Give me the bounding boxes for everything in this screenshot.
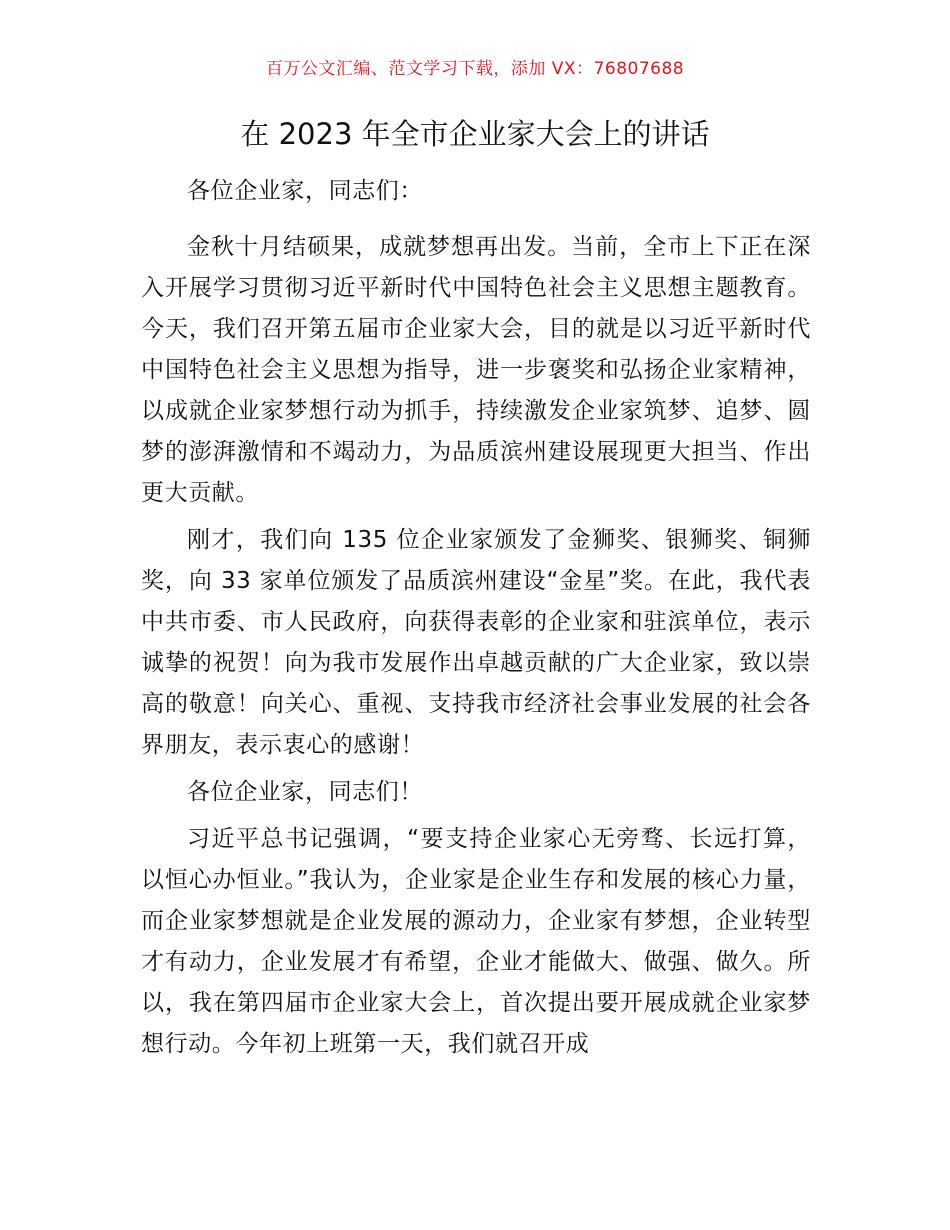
paragraph: 金秋十月结硕果，成就梦想再出发。当前，全市上下正在深入开展学习贯彻习近平新时代中国特色社会主义思想主题教育。今天，我们召开第五届市企业家大会，目的就是以习近平新时代中国特色社会主义思想为指导，进一步褒奖和弘扬企业家精神，以成就企业家梦想行动为抓手，持续激发企业家筑梦、追梦、圆梦的澎湃激情和不竭动力，为品质滨州建设展现更大担当、作出更大贡献。 — [141, 234, 811, 506]
paragraph-salutation-2: 各位企业家，同志们！ — [187, 779, 423, 805]
paragraph: 刚才，我们向 135 位企业家颁发了金狮奖、银狮奖、铜狮奖，向 33 家单位颁发了品质滨州建设“金星”奖。在此，我代表中共市委、市人民政府，向获得表彰的企业家和驻滨单位，表示诚挚的祝贺！向为我市发展作出卓越贡献的广大企业家，致以崇高的敬意！向关心、重视、支持我市经济社会事业发展的社会各界朋友，表示衷心的感谢！ — [141, 527, 811, 758]
paragraph-salutation: 各位企业家，同志们： — [187, 178, 423, 204]
document-body — [141, 171, 811, 1071]
header-watermark-note: 百万公文汇编、范文学习下载，添加 VX：76807688 — [265, 59, 685, 79]
paragraph: 习近平总书记强调，“要支持企业家心无旁骛、长远打算，以恒心办恒业。”我认为，企业家是企业生存和发展的核心力量，而企业家梦想就是企业发展的源动力，企业家有梦想，企业转型才有动力，企业发展才有希望，企业才能做大、做强、做久。所以，我在第四届市企业家大会上，首次提出要开展成就企业家梦想行动。今年初上班第一天，我们就召开成 — [141, 826, 811, 1057]
document-title: 在 2023 年全市企业家大会上的讲话 — [240, 117, 710, 151]
